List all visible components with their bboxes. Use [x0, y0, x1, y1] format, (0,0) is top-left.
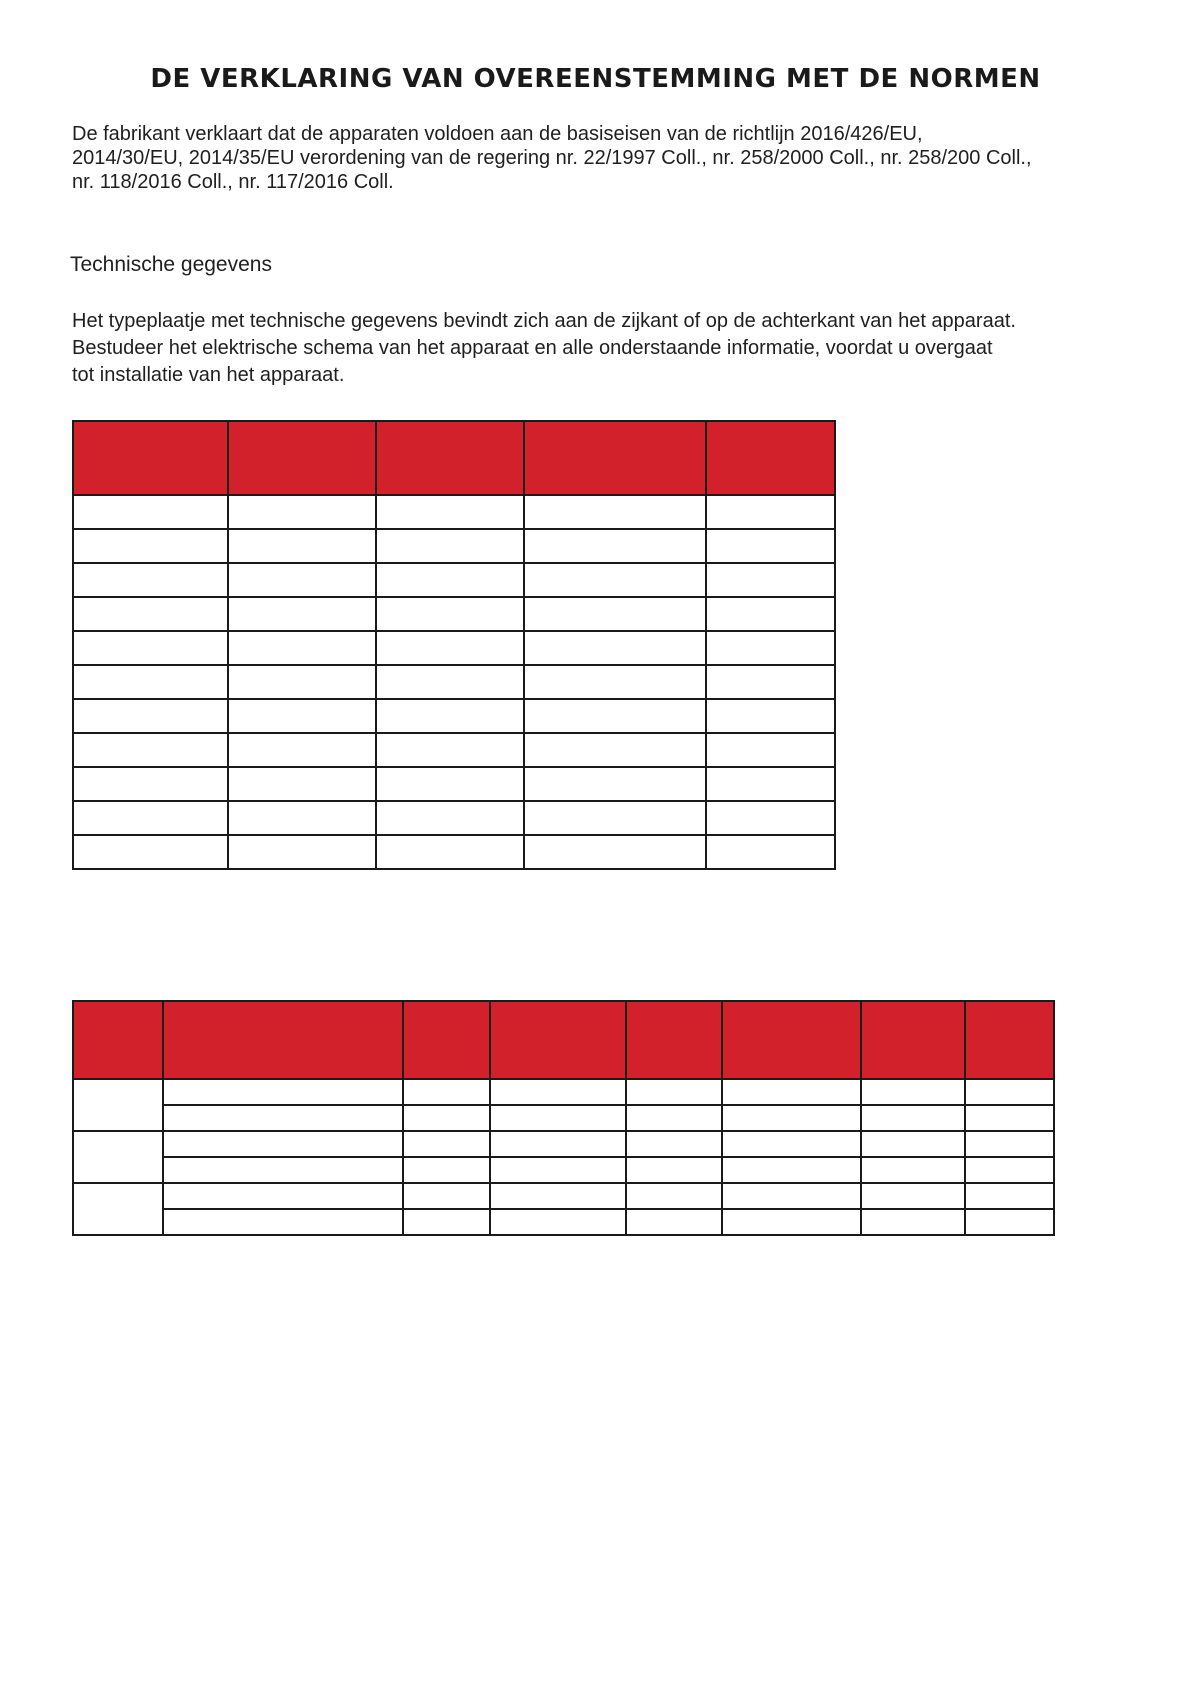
table-cell — [722, 1131, 861, 1157]
page-title: DE VERKLARING VAN OVEREENSTEMMING MET DE NORMEN — [150, 64, 1041, 94]
table-cell — [861, 1131, 965, 1157]
table-cell — [376, 665, 524, 699]
table-cell — [163, 1131, 403, 1157]
table-header-row — [73, 1001, 1054, 1079]
table-row — [73, 597, 835, 631]
table-group-cell — [73, 1183, 163, 1235]
table-cell — [626, 1183, 722, 1209]
table-header-cell — [163, 1001, 403, 1079]
table-cell — [524, 631, 706, 665]
table-cell — [73, 597, 228, 631]
table-cell — [228, 767, 376, 801]
table-cell — [403, 1131, 490, 1157]
table-row — [73, 767, 835, 801]
table-row — [73, 1079, 1054, 1105]
table-row — [73, 1131, 1054, 1157]
table-cell — [228, 495, 376, 529]
table-cell — [524, 495, 706, 529]
table-cell — [706, 495, 835, 529]
table-header-cell — [861, 1001, 965, 1079]
table-row — [73, 495, 835, 529]
table-cell — [376, 495, 524, 529]
table-cell — [524, 665, 706, 699]
table-cell — [626, 1131, 722, 1157]
table-cell — [626, 1079, 722, 1105]
table-cell — [524, 699, 706, 733]
table-cell — [376, 733, 524, 767]
table-cell — [403, 1079, 490, 1105]
table-row — [73, 665, 835, 699]
table-cell — [490, 1183, 626, 1209]
table-header-cell — [626, 1001, 722, 1079]
table-header-cell — [73, 421, 228, 495]
table-cell — [376, 631, 524, 665]
table-cell — [706, 801, 835, 835]
table-cell — [722, 1079, 861, 1105]
table-cell — [861, 1209, 965, 1235]
table-cell — [73, 835, 228, 869]
table-row — [73, 699, 835, 733]
table-cell — [965, 1079, 1054, 1105]
table-cell — [524, 801, 706, 835]
rating-plate-info-line: Bestudeer het elektrische schema van het apparaat en alle onderstaande informatie, voordat u overgaat — [72, 337, 993, 359]
rating-plate-info — [72, 308, 1152, 389]
table-cell — [965, 1209, 1054, 1235]
table-cell — [73, 665, 228, 699]
table-cell — [861, 1079, 965, 1105]
table-cell — [626, 1157, 722, 1183]
table-cell — [861, 1105, 965, 1131]
table-cell — [965, 1183, 1054, 1209]
table-cell — [722, 1209, 861, 1235]
table-cell — [73, 495, 228, 529]
table-cell — [706, 699, 835, 733]
table-cell — [706, 631, 835, 665]
table-cell — [228, 733, 376, 767]
table-cell — [376, 563, 524, 597]
table-header-cell — [706, 421, 835, 495]
table-cell — [73, 767, 228, 801]
table-row — [73, 1209, 1054, 1235]
table-cell — [73, 631, 228, 665]
table-cell — [965, 1105, 1054, 1131]
table-cell — [524, 767, 706, 801]
table-cell — [376, 835, 524, 869]
table-header-cell — [228, 421, 376, 495]
table-cell — [73, 529, 228, 563]
rating-plate-info-line: tot installatie van het apparaat. — [72, 364, 345, 386]
table-cell — [706, 733, 835, 767]
table-row — [73, 733, 835, 767]
table-cell — [163, 1157, 403, 1183]
table-cell — [490, 1105, 626, 1131]
table-cell — [163, 1079, 403, 1105]
table-cell — [706, 835, 835, 869]
table-cell — [73, 801, 228, 835]
table-cell — [861, 1183, 965, 1209]
table-cell — [376, 767, 524, 801]
table-group-cell — [73, 1131, 163, 1183]
table-row — [73, 563, 835, 597]
table-cell — [722, 1183, 861, 1209]
table-cell — [706, 597, 835, 631]
table-cell — [376, 597, 524, 631]
table-cell — [228, 631, 376, 665]
table-cell — [626, 1209, 722, 1235]
table-cell — [73, 733, 228, 767]
table-cell — [706, 767, 835, 801]
table-cell — [861, 1157, 965, 1183]
conformity-statement-line: nr. 118/2016 Coll., nr. 117/2016 Coll. — [72, 171, 394, 193]
table-cell — [490, 1131, 626, 1157]
table-cell — [228, 835, 376, 869]
table-header-cell — [965, 1001, 1054, 1079]
table-header-cell — [490, 1001, 626, 1079]
table-cell — [490, 1209, 626, 1235]
table-header-cell — [403, 1001, 490, 1079]
table-cell — [706, 563, 835, 597]
table-cell — [376, 529, 524, 563]
table-cell — [73, 563, 228, 597]
conformity-statement-line: 2014/30/EU, 2014/35/EU verordening van de regering nr. 22/1997 Coll., nr. 258/2000 Coll., nr. 258/200 Coll., — [72, 147, 1032, 169]
table-cell — [626, 1105, 722, 1131]
table-cell — [228, 665, 376, 699]
section-heading: Technische gegevens — [70, 253, 272, 276]
table-cell — [228, 529, 376, 563]
table-cell — [524, 835, 706, 869]
table-cell — [403, 1105, 490, 1131]
table-row — [73, 1105, 1054, 1131]
table-cell — [228, 801, 376, 835]
rating-plate-info-line: Het typeplaatje met technische gegevens bevindt zich aan de zijkant of op de achterkant van het apparaat. — [72, 310, 1016, 332]
table-cell — [965, 1157, 1054, 1183]
model-specification-table — [72, 1000, 1055, 1236]
table-cell — [490, 1157, 626, 1183]
table-cell — [376, 699, 524, 733]
table-row — [73, 529, 835, 563]
conformity-statement-line: De fabrikant verklaart dat de apparaten voldoen aan de basiseisen van de richtlijn 2016/426/EU, — [72, 123, 923, 145]
table-cell — [228, 563, 376, 597]
table-cell — [163, 1105, 403, 1131]
table-cell — [524, 529, 706, 563]
table-row — [73, 631, 835, 665]
table-cell — [965, 1131, 1054, 1157]
table-cell — [163, 1183, 403, 1209]
table-cell — [490, 1079, 626, 1105]
table-row — [73, 1157, 1054, 1183]
table-row — [73, 1183, 1054, 1209]
table-cell — [403, 1183, 490, 1209]
table-header-cell — [376, 421, 524, 495]
table-cell — [73, 699, 228, 733]
table-cell — [524, 597, 706, 631]
table-header-cell — [524, 421, 706, 495]
table-cell — [722, 1157, 861, 1183]
table-cell — [706, 665, 835, 699]
technical-data-table — [72, 420, 836, 870]
table-row — [73, 835, 835, 869]
table-header-cell — [73, 1001, 163, 1079]
table-row — [73, 801, 835, 835]
table-group-cell — [73, 1079, 163, 1131]
table-header-cell — [722, 1001, 861, 1079]
table-header-row — [73, 421, 835, 495]
table-cell — [376, 801, 524, 835]
table-cell — [403, 1209, 490, 1235]
table-cell — [403, 1157, 490, 1183]
table-cell — [163, 1209, 403, 1235]
table-cell — [228, 597, 376, 631]
conformity-statement — [72, 122, 1142, 194]
table-cell — [722, 1105, 861, 1131]
table-cell — [228, 699, 376, 733]
table-cell — [524, 733, 706, 767]
table-cell — [706, 529, 835, 563]
table-cell — [524, 563, 706, 597]
